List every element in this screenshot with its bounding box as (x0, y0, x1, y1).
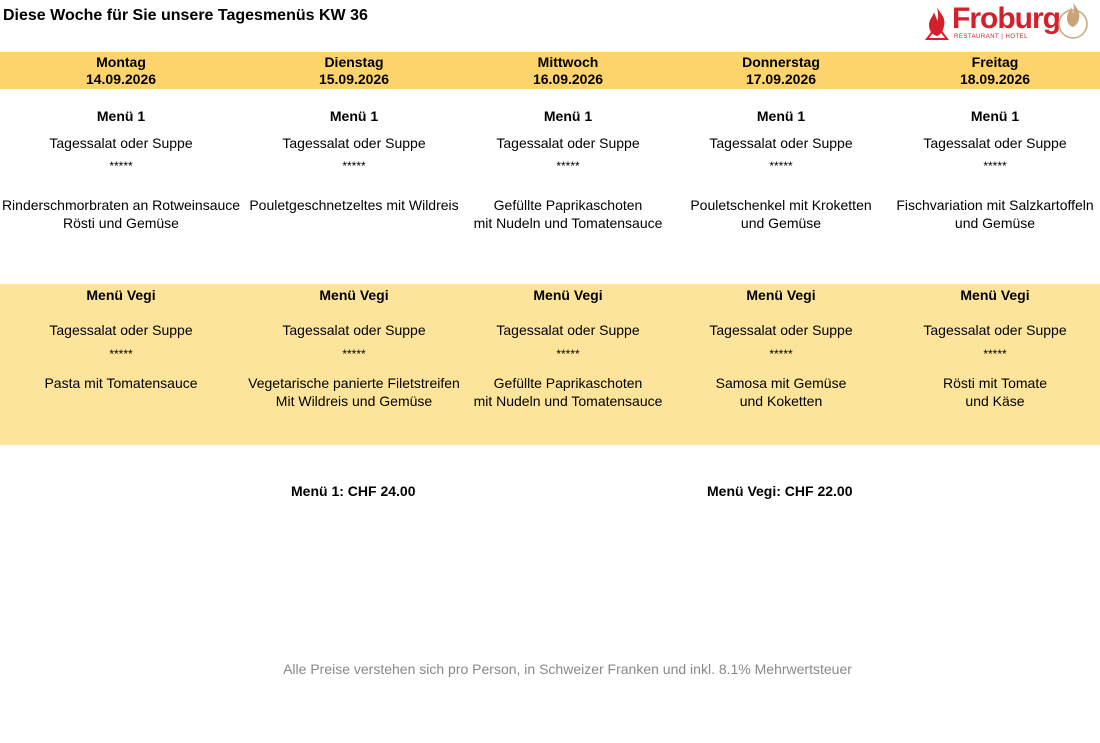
day-date: 14.09.2026 (85, 71, 157, 87)
menu1-main-line: Rösti und Gemüse (63, 215, 179, 231)
day-name: Donnerstag (742, 54, 820, 70)
vegi-title: Menü Vegi (533, 287, 603, 303)
vegi-main-line: Mit Wildreis und Gemüse (275, 393, 433, 409)
menu1-title: Menü 1 (756, 108, 806, 124)
vegi-main-line: Vegetarische panierte Filetstreifen (248, 375, 460, 391)
vegi-main-line: Samosa mit Gemüse (715, 375, 847, 391)
vegi-main-line: Rösti mit Tomate (943, 375, 1047, 391)
day-date: 18.09.2026 (959, 71, 1031, 87)
vegi-starter: Tagessalat oder Suppe (496, 322, 640, 338)
day-name: Mittwoch (537, 54, 599, 70)
vegi-main-line: und Koketten (739, 393, 823, 409)
menu1-title: Menü 1 (970, 108, 1020, 124)
flame-icon (924, 6, 950, 40)
vegi-separator: ***** (983, 347, 1007, 361)
vegi-main-line: mit Nudeln und Tomatensauce (473, 393, 663, 409)
menu1-main-line: und Gemüse (740, 215, 822, 231)
vegi-main-line: Pasta mit Tomatensauce (44, 375, 198, 391)
vegi-title: Menü Vegi (86, 287, 156, 303)
menu1-main-line: und Gemüse (954, 215, 1036, 231)
price-vegi: Menü Vegi: CHF 22.00 (707, 483, 853, 499)
vegi-title: Menü Vegi (319, 287, 389, 303)
vegi-separator: ***** (769, 347, 793, 361)
menu1-separator: ***** (983, 159, 1007, 173)
day-name: Dienstag (324, 54, 384, 70)
menu1-main-line: mit Nudeln und Tomatensauce (473, 215, 663, 231)
seal-icon (1056, 0, 1090, 40)
menu1-title: Menü 1 (543, 108, 593, 124)
vegi-starter: Tagessalat oder Suppe (282, 322, 426, 338)
footer-note: Alle Preise verstehen sich pro Person, in Schweizer Franken und inkl. 8.1% Mehrwertsteuer (283, 661, 852, 677)
menu1-starter: Tagessalat oder Suppe (282, 135, 426, 151)
menu1-starter: Tagessalat oder Suppe (709, 135, 853, 151)
vegi-main-line: und Käse (965, 393, 1025, 409)
menu1-main-line: Pouletgeschnetzeltes mit Wildreis (249, 197, 459, 213)
menu1-separator: ***** (109, 159, 133, 173)
menu1-title: Menü 1 (329, 108, 379, 124)
menu1-starter: Tagessalat oder Suppe (496, 135, 640, 151)
menu1-main-line: Pouletschenkel mit Kroketten (690, 197, 872, 213)
day-date: 16.09.2026 (532, 71, 604, 87)
day-date: 17.09.2026 (745, 71, 817, 87)
menu1-title: Menü 1 (96, 108, 146, 124)
menu1-main-line: Rinderschmorbraten an Rotweinsauce (1, 197, 241, 213)
vegi-starter: Tagessalat oder Suppe (709, 322, 853, 338)
menu1-starter: Tagessalat oder Suppe (49, 135, 193, 151)
vegi-main-line: Gefüllte Paprikaschoten (493, 375, 643, 391)
vegi-separator: ***** (342, 347, 366, 361)
day-date: 15.09.2026 (318, 71, 390, 87)
logo-subline: RESTAURANT | HOTEL (954, 34, 1029, 40)
menu1-main-line: Fischvariation mit Salzkartoffeln (896, 197, 1094, 213)
vegi-title: Menü Vegi (960, 287, 1030, 303)
vegi-separator: ***** (556, 347, 580, 361)
day-name: Montag (96, 54, 146, 70)
menu1-main-line: Gefüllte Paprikaschoten (493, 197, 643, 213)
page-title: Diese Woche für Sie unsere Tagesmenüs KW 36 (3, 7, 368, 24)
vegi-title: Menü Vegi (746, 287, 816, 303)
vegi-starter: Tagessalat oder Suppe (49, 322, 193, 338)
vegi-separator: ***** (109, 347, 133, 361)
froburg-logo (922, 0, 1092, 44)
menu1-separator: ***** (556, 159, 580, 173)
menu1-starter: Tagessalat oder Suppe (923, 135, 1067, 151)
vegi-band (0, 284, 1100, 445)
menu1-separator: ***** (342, 159, 366, 173)
price-menu1: Menü 1: CHF 24.00 (291, 483, 416, 499)
logo-wordmark: Froburg (952, 2, 1060, 35)
day-name: Freitag (971, 54, 1019, 70)
menu1-separator: ***** (769, 159, 793, 173)
vegi-starter: Tagessalat oder Suppe (923, 322, 1067, 338)
